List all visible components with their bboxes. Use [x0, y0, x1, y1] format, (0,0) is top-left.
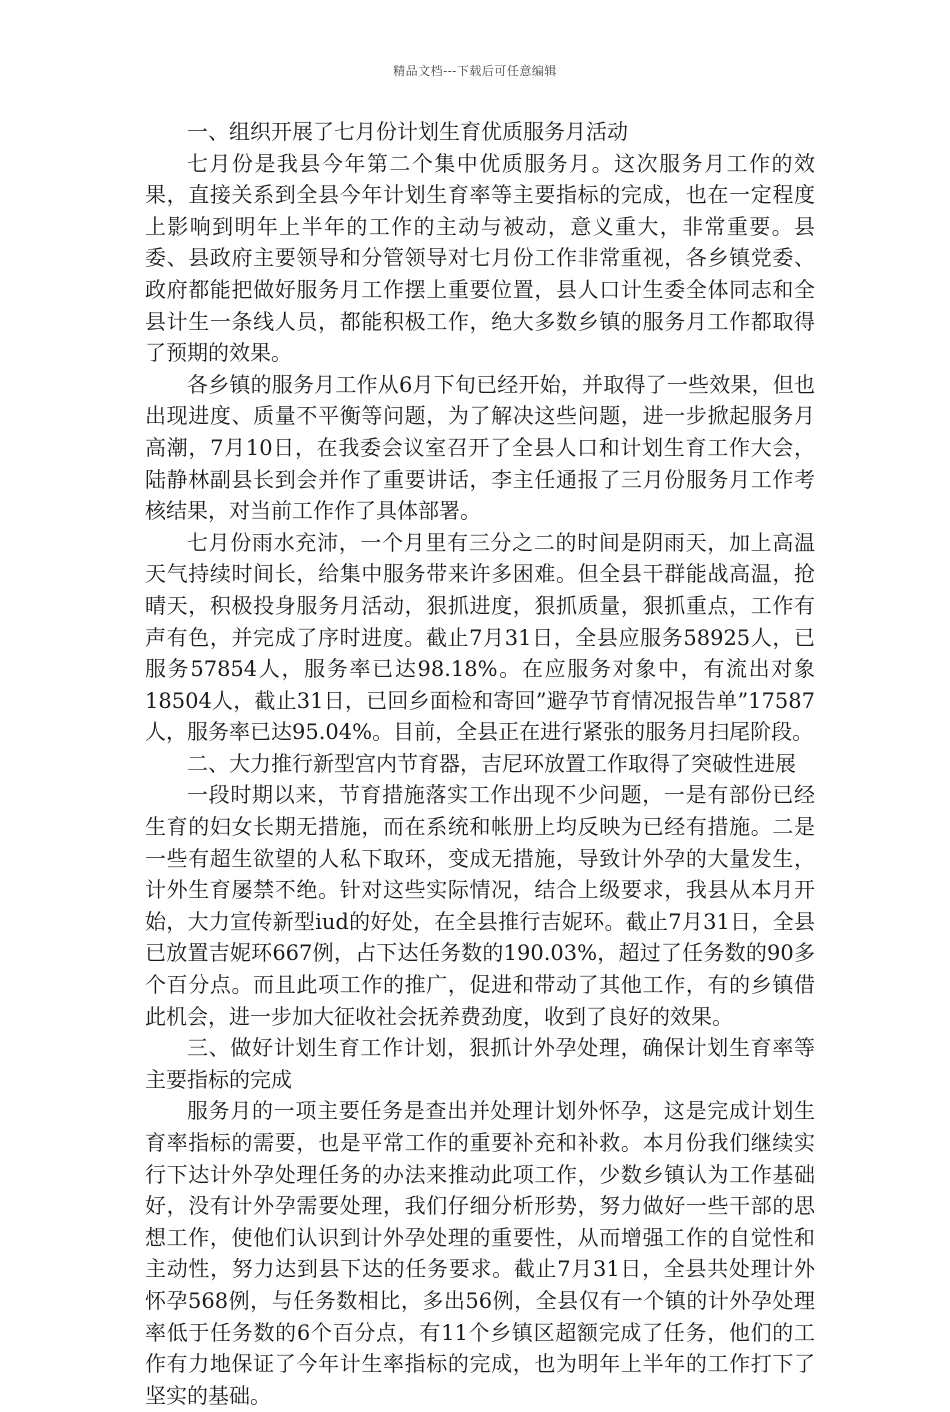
document-body [145, 117, 815, 1412]
paragraph: 七月份雨水充沛，一个月里有三分之二的时间是阴雨天，加上高温天气持续时间长，给集中服务带来许多困难。但全县干群能战高温，抢晴天，积极投身服务月活动，狠抓进度，狠抓质量，狠抓重点，工作有声有色，并完成了序时进度。截止7月31日，全县应服务58925人，已服务57854人，服务率已达98.18%。在应服务对象中，有流出对象18504人，截止31日，已回乡面检和寄回”避孕节育情况报告单”17587人，服务率已达95.04%。目前，全县正在进行紧张的服务月扫尾阶段。 [145, 530, 815, 745]
paragraph: 一段时期以来，节育措施落实工作出现不少问题，一是有部份已经生育的妇女长期无措施，而在系统和帐册上均反映为已经有措施。二是一些有超生欲望的人私下取环，变成无措施，导致计外孕的大量发生，计外生育屡禁不绝。针对这些实际情况，结合上级要求，我县从本月开始，大力宣传新型iud的好处，在全县推行吉妮环。截止7月31日，全县已放置吉妮环667例，占下达任务数的190.03%，超过了任务数的90多个百分点。而且此项工作的推广，促进和带动了其他工作，有的乡镇借此机会，进一步加大征收社会抚养费劲度，收到了良好的效果。 [145, 783, 815, 1029]
paragraph: 服务月的一项主要任务是查出并处理计划外怀孕，这是完成计划生育率指标的需要，也是平常工作的重要补充和补救。本月份我们继续实行下达计外孕处理任务的办法来推动此项工作，少数乡镇认为工作基础好，没有计外孕需要处理，我们仔细分析形势，努力做好一些干部的思想工作，使他们认识到计外孕处理的重要性，从而增强工作的自觉性和主动性，努力达到县下达的任务要求。截止7月31日，全县共处理计外怀孕568例，与任务数相比，多出56例，全县仅有一个镇的计外孕处理率低于任务数的6个百分点，有11个乡镇区超额完成了任务，他们的工作有力地保证了今年计生率指标的完成，也为明年上半年的工作打下了坚实的基础。 [145, 1099, 815, 1408]
section-heading-3: 三、做好计划生育工作计划，狠抓计外孕处理，确保计划生育率等主要指标的完成 [145, 1036, 815, 1092]
paragraph: 七月份是我县今年第二个集中优质服务月。这次服务月工作的效果，直接关系到全县今年计划生育率等主要指标的完成，也在一定程度上影响到明年上半年的工作的主动与被动，意义重大，非常重要。县委、县政府主要领导和分管领导对七月份工作非常重视，各乡镇党委、政府都能把做好服务月工作摆上重要位置，县人口计生委全体同志和全县计生一条线人员，都能积极工作，绝大多数乡镇的服务月工作都取得了预期的效果。 [145, 151, 815, 366]
page-header: 精品文档---下载后可任意编辑 [393, 64, 557, 78]
paragraph: 各乡镇的服务月工作从6月下旬已经开始，并取得了一些效果，但也出现进度、质量不平衡等问题，为了解决这些问题，进一步掀起服务月高潮，7月10日，在我委会议室召开了全县人口和计划生育工作大会，陆静林副县长到会并作了重要讲话，李主任通报了三月份服务月工作考核结果，对当前工作作了具体部署。 [145, 372, 815, 524]
section-heading-1: 一、组织开展了七月份计划生育优质服务月活动 [187, 120, 628, 144]
section-heading-2: 二、大力推行新型宫内节育器，吉尼环放置工作取得了突破性进展 [187, 751, 796, 776]
